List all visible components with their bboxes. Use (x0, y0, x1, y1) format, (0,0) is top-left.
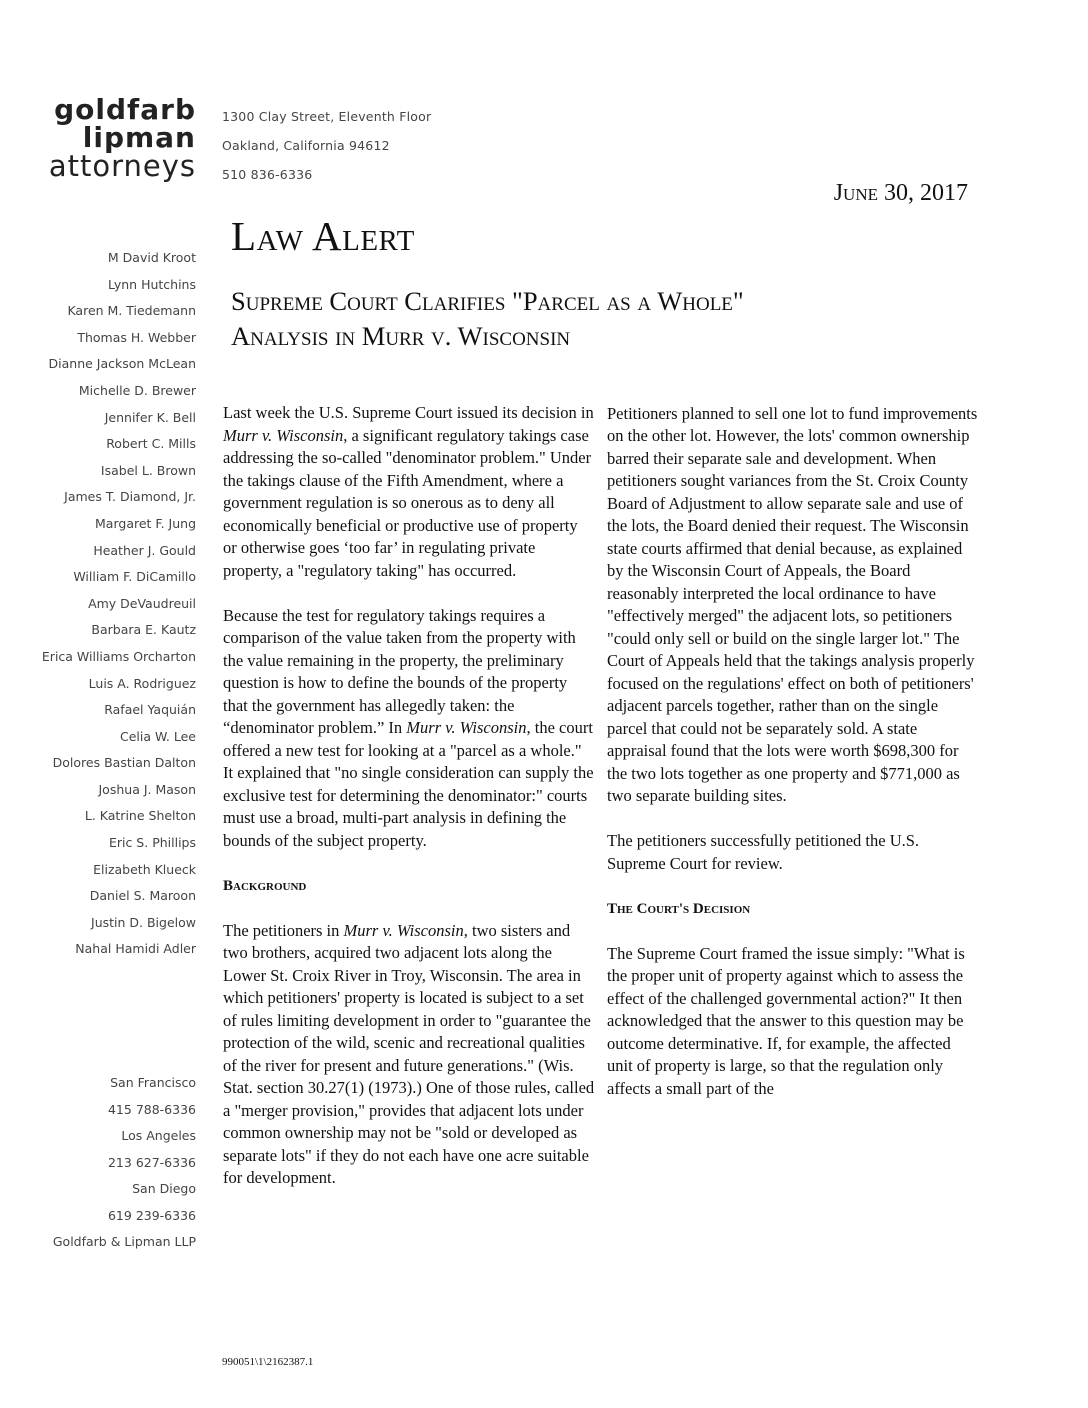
office-la-phone: 213 627-6336 (107, 1154, 196, 1170)
attorney-list (0, 245, 196, 963)
text: The petitioners in (223, 920, 344, 940)
attorney-name: Rafael Yaquián (104, 702, 196, 718)
logo-line-goldfarb: goldfarb (54, 93, 196, 126)
attorney-name: Luis A. Rodriguez (88, 675, 196, 691)
paragraph-petitioners: Petitioners planned to sell one lot to fund improvements on the other lot. However, the lots' common ownership barred their separate sale and development. When petitioners sought variances from the St. Croix County Board of Adjustment to allow separate sale and use of the lots, the Board denied their request. The Wisconsin state courts affirmed that denial because, as explained by the Wisconsin Court of Appeals, the Board reasonably interpreted the local ordinance to have "effectively merged" the adjacent lots, so petitioners "could only sell or build on the single larger lot." The Court of Appeals held that the takings analysis properly focused on the regulations' effect on both of petitioners' adjacent parcels together, rather than on the single parcel that could not be separately sold. A state appraisal found that the lots were worth $698,300 for the two lots together as one property and $771,000 as two separate building sites. (607, 403, 978, 805)
body-column-right (607, 380, 979, 1123)
attorney-name: Amy DeVaudreuil (88, 595, 196, 611)
attorney-name: Margaret F. Jung (95, 515, 196, 531)
attorney-name: Nahal Hamidi Adler (75, 941, 196, 957)
paragraph-intro (223, 402, 595, 582)
case-name: Murr v. Wisconsin (223, 425, 344, 445)
attorney-name: Michelle D. Brewer (78, 382, 196, 398)
office-list (0, 1070, 196, 1256)
office-sd-phone: 619 239-6336 (107, 1207, 196, 1223)
attorney-name: Elizabeth Klueck (93, 861, 196, 877)
attorney-name: Isabel L. Brown (100, 462, 196, 478)
address-phone: 510 836-6336 (222, 167, 313, 182)
headline (231, 284, 971, 354)
attorney-name: Joshua J. Mason (98, 781, 196, 797)
section-heading-background: Background (223, 877, 307, 894)
attorney-name: Dolores Bastian Dalton (52, 755, 196, 771)
case-name: Murr v. Wisconsin (343, 920, 464, 940)
address-street: 1300 Clay Street, Eleventh Floor (222, 109, 432, 124)
logo-line-lipman: lipman (82, 121, 196, 154)
page-title: Law Alert (231, 213, 415, 259)
firm-logo (40, 93, 196, 183)
attorney-name: Justin D. Bigelow (91, 914, 196, 930)
attorney-name: Thomas H. Webber (77, 329, 196, 345)
paragraph-denominator (223, 605, 595, 853)
attorney-name: Daniel S. Maroon (89, 888, 196, 904)
firm-name: Goldfarb & Lipman LLP (52, 1234, 196, 1249)
body-column-left (223, 402, 595, 1212)
attorney-name: William F. DiCamillo (73, 569, 196, 585)
office-sd: San Diego (132, 1181, 196, 1196)
attorney-name: Dianne Jackson McLean (48, 356, 196, 372)
attorney-name: Barbara E. Kautz (91, 622, 196, 638)
paragraph-decision: The Supreme Court framed the issue simply: "What is the proper unit of property against which to assess the effect of the challenged governmental action?" It then acknowledged that the answer to this question may be outcome determinative. If, for example, the affected unit of property is large, so that the regulation only affects a small part of the (607, 943, 965, 1098)
attorney-name: Karen M. Tiedemann (67, 303, 196, 319)
text: , a significant regulatory takings case addressing the so-called "denominator problem." Under the takings clause of the Fifth Amendment, where a government regulation is so onerous as to deny all economically beneficial or productive use of property or otherwise goes ‘too far’ in regulating private property, a "regulatory taking" has occurred. (223, 425, 592, 580)
document-number: 990051\1\2162387.1 (222, 1356, 314, 1368)
address-city: Oakland, California 94612 (222, 138, 390, 153)
paragraph-review: The petitioners successfully petitioned the U.S. Supreme Court for review. (607, 831, 920, 873)
case-name: Murr v. Wisconsin (406, 718, 527, 737)
attorney-name: M David Kroot (107, 250, 196, 265)
attorney-name: L. Katrine Shelton (84, 808, 196, 824)
paragraph-background (223, 920, 595, 1190)
headline-line-1: Supreme Court Clarifies "Parcel as a Whole" (231, 286, 744, 316)
attorney-name: Erica Williams Orcharton (41, 648, 196, 664)
office-sf-phone: 415 788-6336 (107, 1101, 196, 1117)
attorney-name: Lynn Hutchins (108, 276, 196, 292)
text: , the court offered a new test for looking at a "parcel as a whole." It explained that "no single consideration can supply the exclusive test for determining the denominator:" courts must use a broad, multi-part analysis in defining the bounds of the subject property. (223, 718, 594, 850)
text: Because the test for regulatory takings requires a comparison of the value taken from the property with the value remaining in the property, the preliminary question is how to define the bounds of the property that the government has allegedly taken: the “denominator problem.” In (223, 605, 576, 737)
alert-date: June 30, 2017 (833, 180, 968, 206)
text: Last week the U.S. Supreme Court issued its decision in (223, 403, 594, 422)
firm-address (222, 102, 431, 189)
attorney-name: Heather J. Gould (93, 542, 196, 558)
logo-line-attorneys: attorneys (48, 149, 196, 183)
attorney-name: James T. Diamond, Jr. (64, 489, 196, 505)
text: , two sisters and two brothers, acquired two adjacent lots along the Lower St. Croix River in Troy, Wisconsin. The area in which petitioners' property is located is subject to a set of rules limiting development in order to "guarantee the protection of the wild, scenic and recreational qualities of the river for present and future generations." (Wis. Stat. section 30.27(1) (1973).) One of those rules, called a "merger provision," provides that adjacent lots under common ownership may not be "sold or developed as separate lots" if they do not each have one acre suitable for development. (223, 920, 595, 1187)
attorney-name: Eric S. Phillips (108, 835, 196, 851)
section-heading-decision: The Court's Decision (607, 900, 751, 917)
headline-line-2: Analysis in Murr v. Wisconsin (231, 321, 571, 351)
office-sf: San Francisco (110, 1075, 196, 1090)
attorney-name: Celia W. Lee (120, 728, 196, 744)
office-la: Los Angeles (121, 1128, 196, 1143)
attorney-name: Robert C. Mills (106, 436, 196, 452)
attorney-name: Jennifer K. Bell (104, 409, 196, 425)
